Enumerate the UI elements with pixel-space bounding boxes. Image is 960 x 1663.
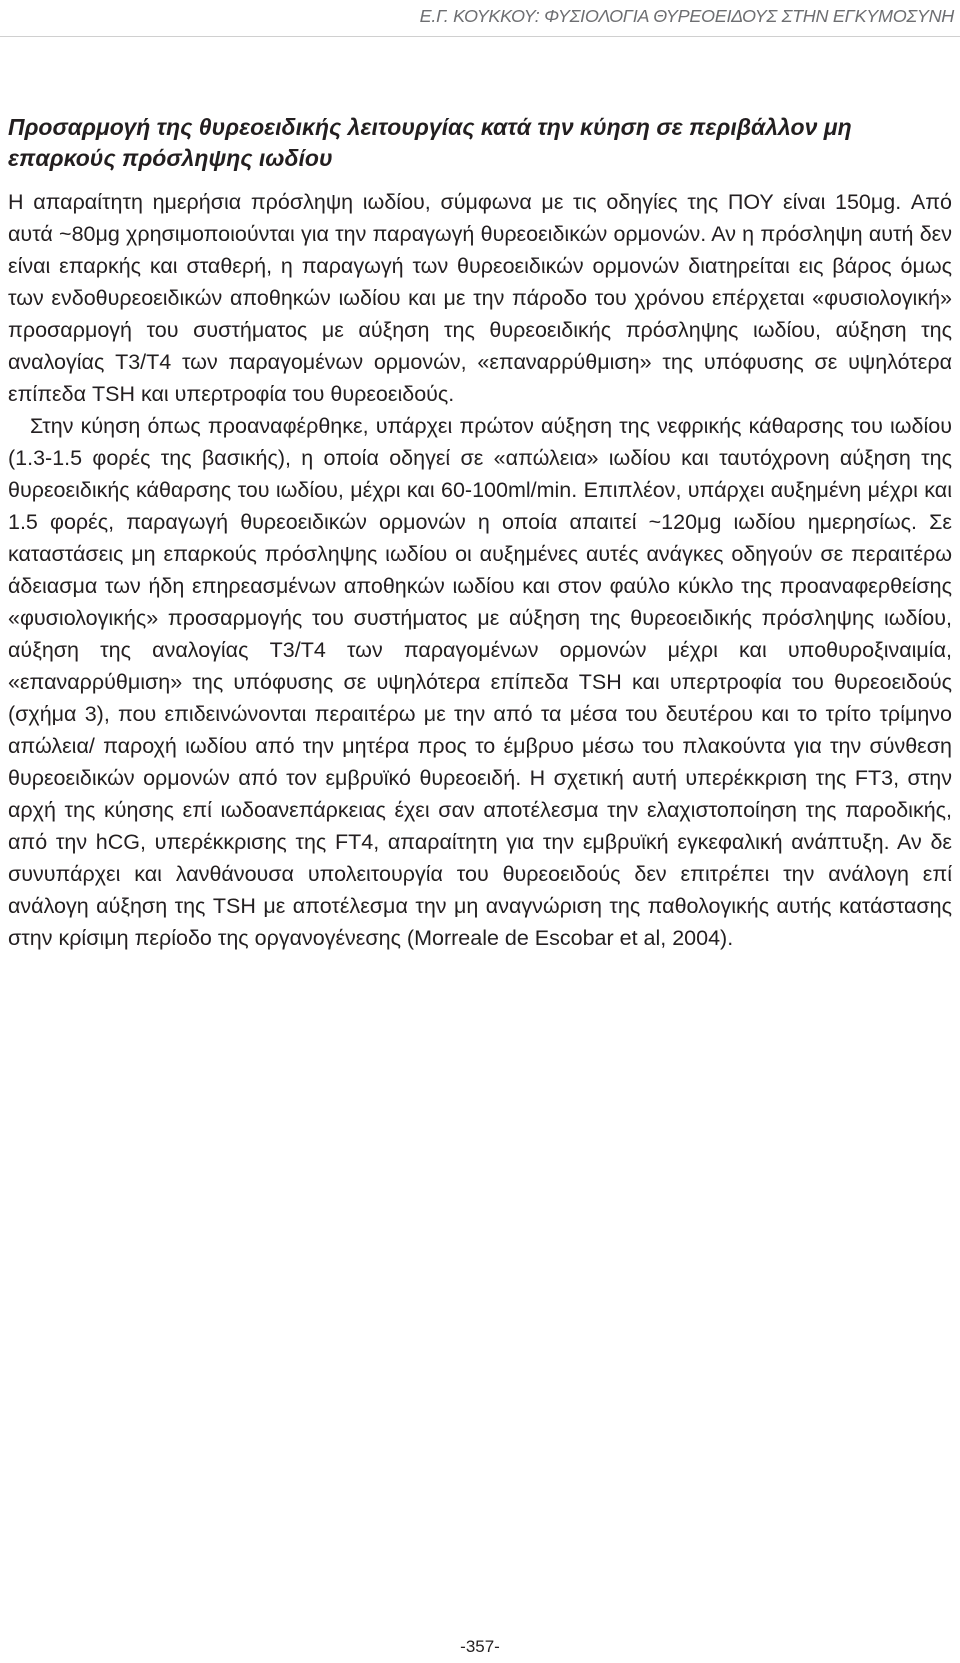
article-body bbox=[8, 112, 952, 954]
page-number: -357- bbox=[460, 1637, 500, 1656]
section-title: Προσαρμογή της θυρεοειδικής λειτουργίας κατά την κύηση σε περιβάλλον μη επαρκούς πρόσληψης ιωδίου bbox=[8, 114, 852, 171]
header-divider bbox=[0, 36, 960, 37]
paragraph-1: Η απαραίτητη ημερήσια πρόσληψη ιωδίου, σύμφωνα με τις οδηγίες της ΠΟΥ είναι 150μg. Από αυτά ~80μg χρησιμοποιούνται για την παραγωγή θυρεοειδικών ορμονών. Αν η πρόσληψη αυτή δεν είναι επαρκής και σταθερή, η παραγωγή των θυρεοειδικών ορμονών διατηρείται εις βάρος όμως των ενδοθυρεοειδικών αποθηκών ιωδίου και με την πάροδο του χρόνου επέρχεται «φυσιολογική» προσαρμογή του συστήματος με αύξηση της θυρεοειδικής πρόσληψης ιωδίου, αύξηση της αναλογίας T3/T4 των παραγομένων ορμονών, «επαναρρύθμιση» της υπόφυσης σε υψηλότερα επίπεδα TSH και υπερτροφία του θυρεοειδούς. bbox=[8, 190, 952, 406]
running-header: Ε.Γ. ΚΟΥΚΚΟΥ: ΦΥΣΙΟΛΟΓΙΑ ΘΥΡΕΟΕΙΔΟΥΣ ΣΤΗΝ ΕΓΚΥΜΟΣΥΝΗ bbox=[419, 6, 954, 26]
paragraph-2: Στην κύηση όπως προαναφέρθηκε, υπάρχει πρώτον αύξηση της νεφρικής κάθαρσης του ιωδίου (1.3-1.5 φορές της βασικής), η οποία οδηγεί σε «απώλεια» ιωδίου και ταυτόχρονη αύξηση της θυρεοειδικής κάθαρσης του ιωδίου, μέχρι και 60-100ml/min. Επιπλέον, υπάρχει αυξημένη μέχρι και 1.5 φορές, παραγωγή θυρεοειδικών ορμονών η οποία απαιτεί ~120μg ιωδίου ημερησίως. Σε καταστάσεις μη επαρκούς πρόσληψης ιωδίου οι αυξημένες αυτές ανάγκες οδηγούν σε περαιτέρω άδειασμα των ήδη επηρεασμένων αποθηκών ιωδίου και στον φαύλο κύκλο της προαναφερθείσης «φυσιολογικής» προσαρμογής του συστήματος με αύξηση της θυρεοειδικής πρόσληψης ιωδίου, αύξηση της αναλογίας T3/T4 των παραγομένων ορμονών μέχρι και υποθυροξιναιμία, «επαναρρύθμιση» της υπόφυσης σε υψηλότερα επίπεδα TSH και υπερτροφία του θυρεοειδούς (σχήμα 3), που επιδεινώνονται περαιτέρω με την από τα μέσα του δευτέρου και το τρίτο τρίμηνο απώλεια/ παροχή ιωδίου από την μητέρα προς το έμβρυο μέσω του πλακούντα για την σύνθεση θυρεοειδικών ορμονών από τον εμβρυϊκό θυρεοειδή. Η σχετική αυτή υπερέκκριση της FT3, στην αρχή της κύησης επί ιωδοανεπάρκειας έχει σαν αποτέλεσμα την ελαχιστοποίηση της παροδικής, από την hCG, υπερέκκρισης της FT4, απαραίτητη για την εμβρυϊκή εγκεφαλική ανάπτυξη. Αν δε συνυπάρχει και λανθάνουσα υπολειτουργία του θυρεοειδούς δεν επιτρέπει την ανάλογη επί ανάλογη αύξηση της TSH με αποτέλεσμα την μη αναγνώριση της παθολογικής αυτής κατάστασης στην κρίσιμη περίοδο της οργανογένεσης (Morreale de Escobar et al, 2004). bbox=[8, 414, 952, 950]
